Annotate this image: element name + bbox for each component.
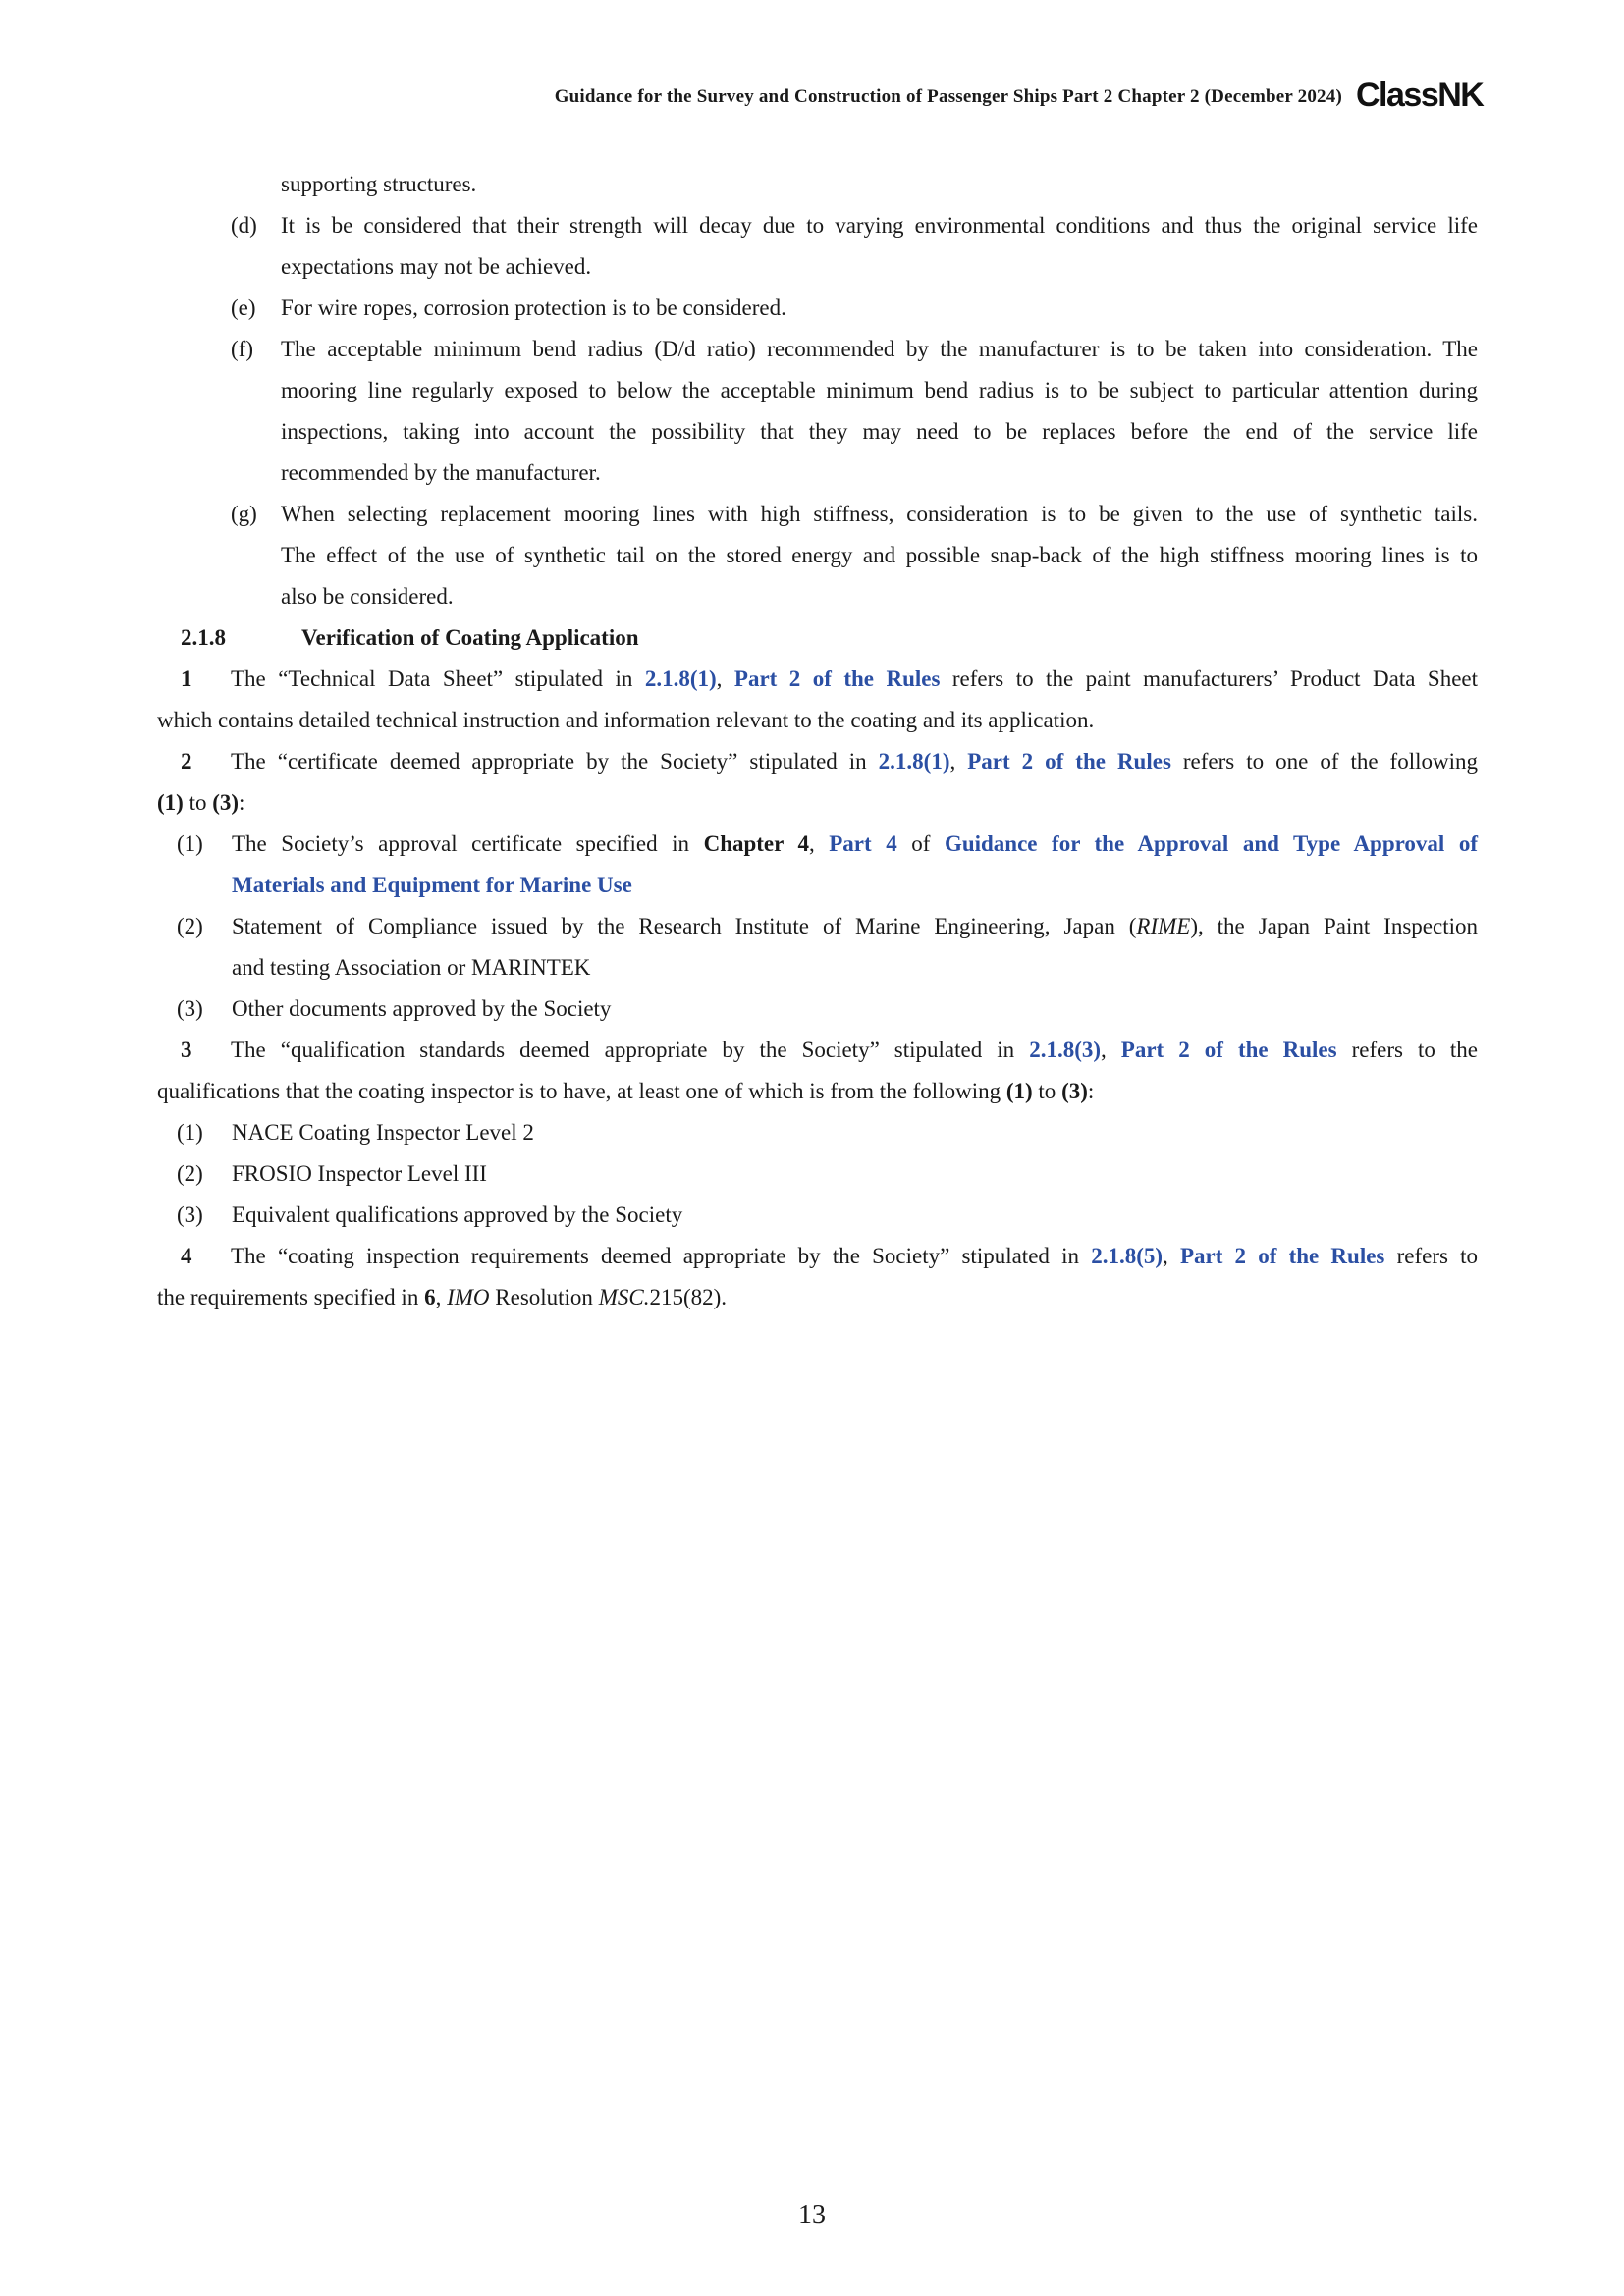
p2-item-2: (2) Statement of Compliance issued by the Research Institute of Marine Engineering, Japan (RIME), the Japan Paint Inspection	[157, 906, 1478, 947]
paragraph-4-cont: the requirements specified in 6, IMO Resolution MSC.215(82).	[157, 1285, 728, 1309]
list-item-e: (e) For wire ropes, corrosion protection is to be considered.	[157, 288, 1478, 329]
list-item-g-cont: The effect of the use of synthetic tail on the stored energy and possible snap-back of the high stiffness mooring lines is to	[281, 543, 1478, 567]
page-number: 13	[798, 2200, 826, 2230]
section-number: 2.1.8	[181, 625, 226, 650]
p2-item-1: (1) The Society’s approval certificate specified in Chapter 4, Part 4 of Guidance for the Approval and Type Approval of	[157, 824, 1478, 865]
list-label: (g)	[231, 502, 257, 526]
rule-link[interactable]: 2.1.8(1)	[878, 749, 950, 774]
list-label: (3)	[177, 1202, 203, 1227]
page-header	[0, 77, 1624, 116]
classnk-logo: ClassNK	[1356, 77, 1484, 114]
list-label: (e)	[231, 295, 256, 320]
rule-link[interactable]: Part 2 of the Rules	[733, 667, 941, 691]
section-heading	[157, 617, 1478, 659]
list-item-d: (d) It is be considered that their strength will decay due to varying environmental conditions and thus the original service life	[157, 205, 1478, 246]
list-item-g: (g) When selecting replacement mooring lines with high stiffness, consideration is to be given to the use of synthetic tails.	[157, 494, 1478, 535]
guidance-link[interactable]: Guidance for the Approval and Type Approval of	[944, 831, 1479, 856]
section-title: Verification of Coating Application	[301, 625, 639, 650]
p3-item-1: (1) NACE Coating Inspector Level 2	[157, 1112, 1478, 1153]
rule-link[interactable]: Part 2 of the Rules	[1179, 1244, 1385, 1268]
list-item-g-cont: also be considered.	[281, 584, 454, 609]
p2-item-2-cont: and testing Association or MARINTEK	[232, 955, 591, 980]
list-label: (3)	[177, 996, 203, 1021]
paragraph-3: 3 The “qualification standards deemed appropriate by the Society” stipulated in 2.1.8(3), Part 2 of the Rules refers to the	[157, 1030, 1478, 1071]
list-label: (1)	[177, 831, 203, 856]
list-item-f-cont: mooring line regularly exposed to below the acceptable minimum bend radius is to be subject to particular attention during	[281, 378, 1478, 402]
list-item-f-cont: inspections, taking into account the possibility that they may need to be replaces before the end of the service life	[281, 419, 1478, 444]
paragraph-1-cont: which contains detailed technical instruction and information relevant to the coating and its application.	[157, 708, 1095, 732]
paragraph-2: 2 The “certificate deemed appropriate by the Society” stipulated in 2.1.8(1), Part 2 of the Rules refers to one of the following	[157, 741, 1478, 782]
list-item-c-cont: supporting structures.	[281, 172, 477, 196]
list-label: (f)	[231, 337, 253, 361]
document-body	[157, 164, 1478, 1318]
list-label: (2)	[177, 1161, 203, 1186]
list-item-f-cont: recommended by the manufacturer.	[281, 460, 601, 485]
p2-item-1-cont	[157, 865, 1478, 906]
list-label: (d)	[231, 213, 257, 238]
paragraph-number: 4	[181, 1244, 192, 1268]
paragraph-number: 3	[181, 1038, 192, 1062]
paragraph-4: 4 The “coating inspection requirements deemed appropriate by the Society” stipulated in 2.1.8(5), Part 2 of the Rules refers to	[157, 1236, 1478, 1277]
rule-link[interactable]: Part 2 of the Rules	[1120, 1038, 1337, 1062]
rule-link[interactable]: 2.1.8(5)	[1091, 1244, 1164, 1268]
paragraph-3-cont: qualifications that the coating inspector is to have, at least one of which is from the following (1) to (3):	[157, 1079, 1095, 1103]
list-label: (1)	[177, 1120, 203, 1145]
rule-link[interactable]: 2.1.8(3)	[1029, 1038, 1102, 1062]
p3-item-2: (2) FROSIO Inspector Level III	[157, 1153, 1478, 1195]
paragraph-2-cont: (1) to (3):	[157, 790, 245, 815]
list-item-d-cont: expectations may not be achieved.	[281, 254, 592, 279]
list-label: (2)	[177, 914, 203, 938]
paragraph-1: 1 The “Technical Data Sheet” stipulated in 2.1.8(1), Part 2 of the Rules refers to the paint manufacturers’ Product Data Sheet	[157, 659, 1478, 700]
paragraph-number: 1	[181, 667, 192, 691]
guidance-link[interactable]: Materials and Equipment for Marine Use	[232, 873, 632, 897]
rule-link[interactable]: Part 2 of the Rules	[967, 749, 1171, 774]
paragraph-number: 2	[181, 749, 192, 774]
p3-item-3: (3) Equivalent qualifications approved by the Society	[157, 1195, 1478, 1236]
list-item-f: (f) The acceptable minimum bend radius (D/d ratio) recommended by the manufacturer is to be taken into consideration. The	[157, 329, 1478, 370]
rule-link[interactable]: 2.1.8(1)	[644, 667, 717, 691]
header-title: Guidance for the Survey and Construction of Passenger Ships Part 2 Chapter 2 (December 2024)	[554, 86, 1342, 107]
rule-link[interactable]: Part 4	[829, 831, 897, 856]
p2-item-3: (3) Other documents approved by the Society	[157, 988, 1478, 1030]
